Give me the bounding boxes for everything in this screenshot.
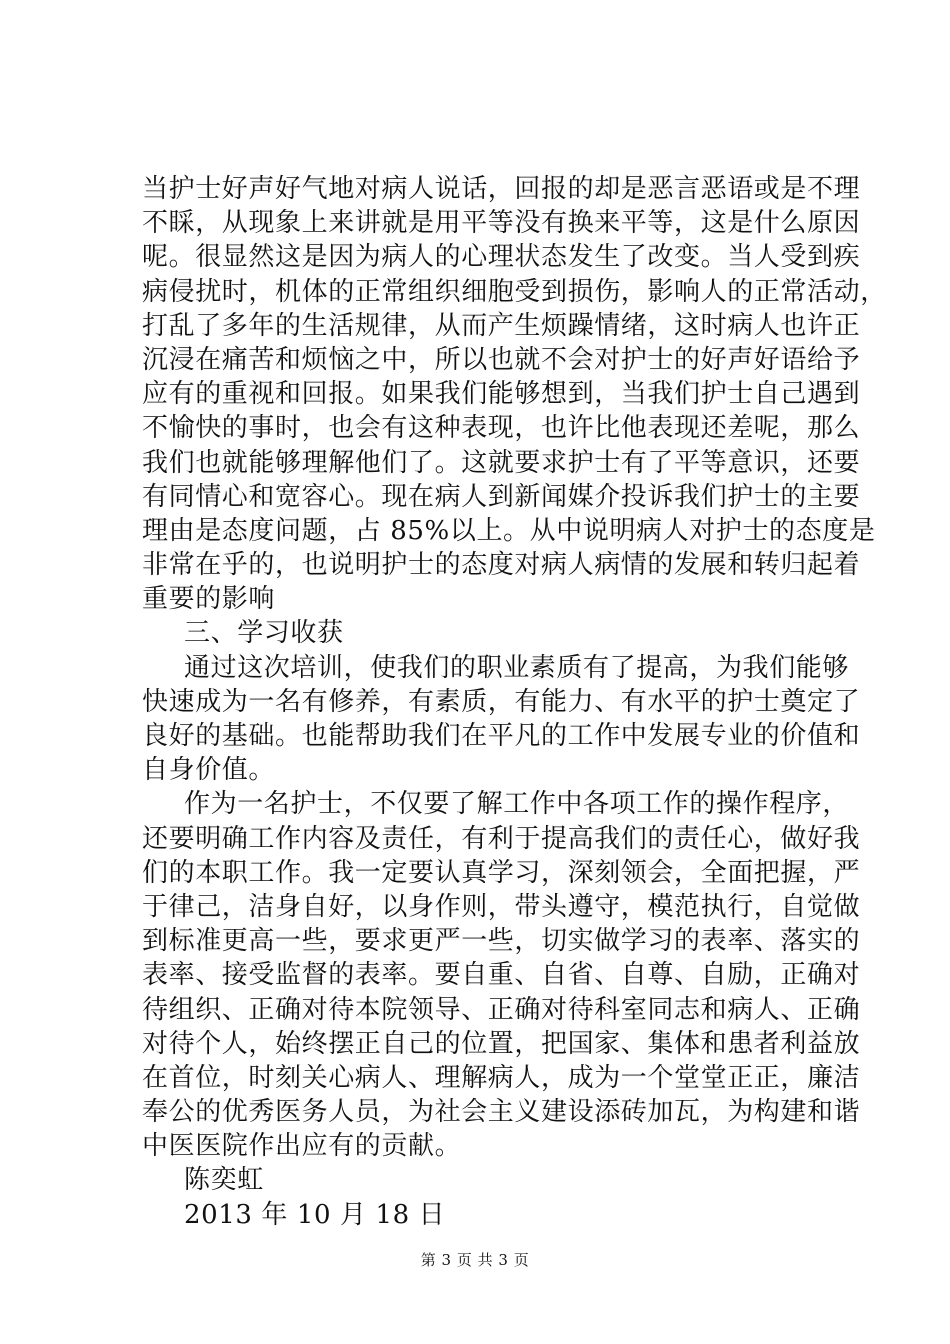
text-line: 不睬，从现象上来讲就是用平等没有换来平等，这是什么原因 <box>142 208 861 239</box>
text-line: 我们也就能够理解他们了。这就要求护士有了平等意识，还要 <box>142 447 861 478</box>
text-line: 奉公的优秀医务人员，为社会主义建设添砖加瓦，为构建和谐 <box>142 1097 861 1128</box>
text-line: 快速成为一名有修养，有素质，有能力、有水平的护士奠定了 <box>142 686 861 717</box>
text-line: 们的本职工作。我一定要认真学习，深刻领会，全面把握，严 <box>142 857 861 888</box>
text-line: 通过这次培训，使我们的职业素质有了提高，为我们能够 <box>184 652 850 683</box>
text-line: 自身价值。 <box>142 755 276 786</box>
text-line: 待组织、正确对待本院领导、正确对待科室同志和病人、正确 <box>142 994 861 1025</box>
text-line: 重要的影响 <box>142 584 276 615</box>
text-line: 呢。很显然这是因为病人的心理状态发生了改变。当人受到疾 <box>142 242 861 273</box>
text-line: 有同情心和宽容心。现在病人到新闻媒介投诉我们护士的主要 <box>142 481 861 512</box>
text-line: 病侵扰时，机体的正常组织细胞受到损伤，影响人的正常活动， <box>142 276 887 307</box>
text-line: 良好的基础。也能帮助我们在平凡的工作中发展专业的价值和 <box>142 721 861 751</box>
text-line: 理由是态度问题，占 85%以上。从中说明病人对护士的态度是 <box>142 515 876 546</box>
text-line: 于律己，洁身自好，以身作则，带头遵守，模范执行，自觉做 <box>142 891 861 922</box>
text-line: 三、学习收获 <box>184 618 344 649</box>
text-line: 应有的重视和回报。如果我们能够想到，当我们护士自己遇到 <box>142 379 861 410</box>
text-line: 在首位，时刻关心病人、理解病人，成为一个堂堂正正，廉洁 <box>142 1062 861 1093</box>
text-line: 中医医院作出应有的贡献。 <box>142 1131 462 1162</box>
text-line: 陈奕虹 <box>184 1165 264 1196</box>
text-line: 2013 年 10 月 18 日 <box>184 1199 446 1230</box>
text-line: 不愉快的事时，也会有这种表现，也许比他表现还差呢，那么 <box>142 413 861 444</box>
text-line: 打乱了多年的生活规律，从而产生烦躁情绪，这时病人也许正 <box>142 310 861 341</box>
text-line: 还要明确工作内容及责任，有利于提高我们的责任心，做好我 <box>142 823 861 854</box>
text-line: 当护士好声好气地对病人说话，回报的却是恶言恶语或是不理 <box>142 174 861 204</box>
text-line: 表率、接受监督的表率。要自重、自省、自尊、自励，正确对 <box>142 960 861 991</box>
text-line: 到标准更高一些，要求更严一些，切实做学习的表率、落实的 <box>142 926 861 957</box>
text-line: 沉浸在痛苦和烦恼之中，所以也就不会对护士的好声好语给予 <box>142 344 861 375</box>
text-line: 对待个人，始终摆正自己的位置，把国家、集体和患者利益放 <box>142 1028 861 1059</box>
text-line: 作为一名护士，不仅要了解工作中各项工作的操作程序， <box>184 789 850 820</box>
document-body <box>142 172 887 1232</box>
page-footer: 第 3 页 共 3 页 <box>420 1251 530 1269</box>
text-line: 非常在乎的，也说明护士的态度对病人病情的发展和转归起着 <box>142 550 861 581</box>
